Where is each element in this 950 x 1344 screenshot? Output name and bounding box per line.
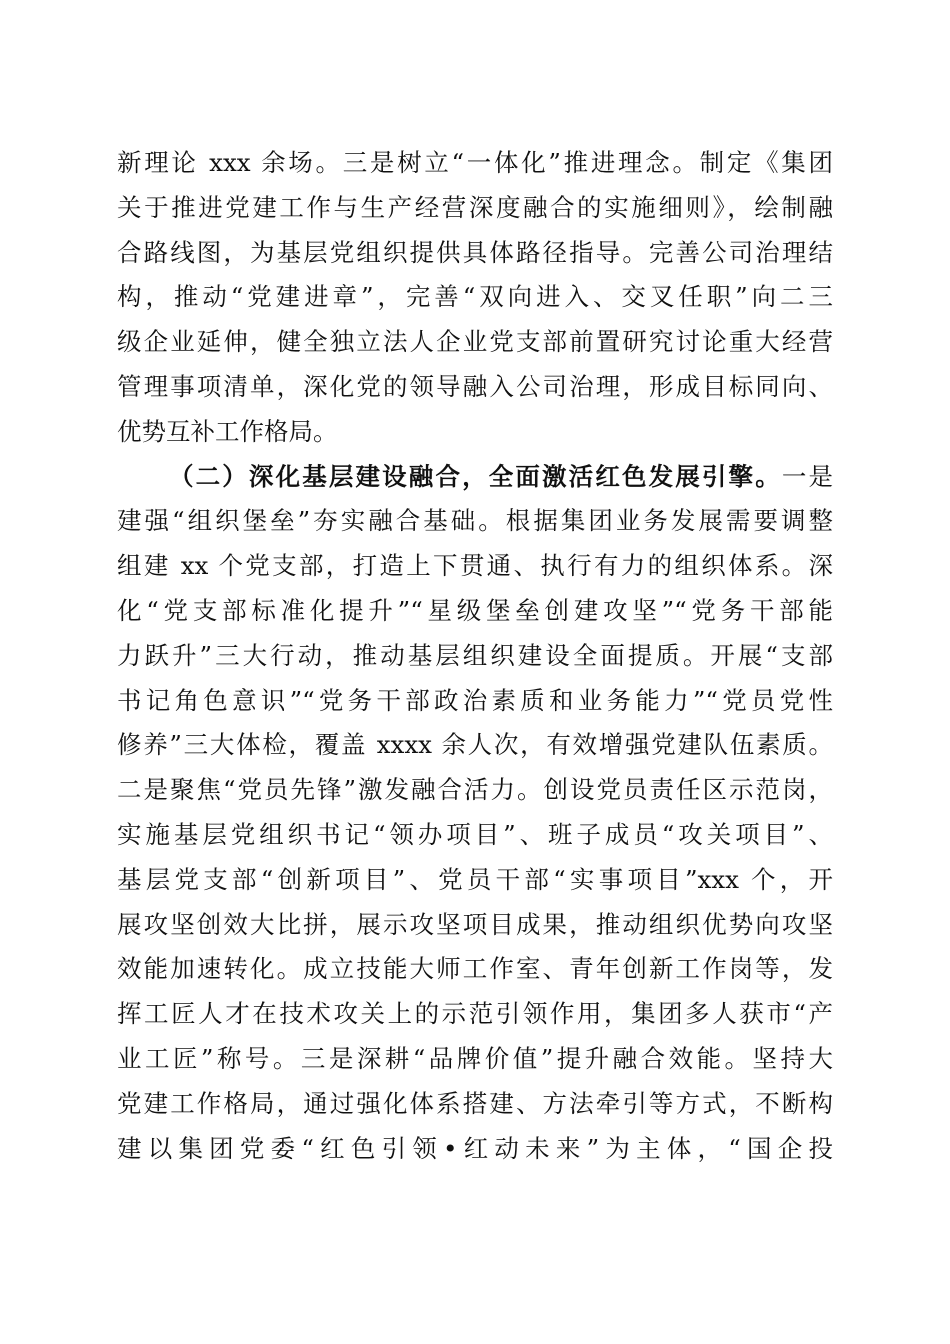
heading-continuation: 一是 xyxy=(781,461,833,491)
text-line: 化“党支部标准化提升”“星级堡垒创建攻坚”“党务干部能 xyxy=(117,595,833,625)
text-line: 建强“组织堡垒”夯实融合基础。根据集团业务发展需要调整 xyxy=(117,506,833,536)
text-line: 展攻坚创效大比拼，展示攻坚项目成果，推动组织优势向攻坚 xyxy=(117,909,833,939)
text-line: 组建 xx 个党支部，打造上下贯通、执行有力的组织体系。深 xyxy=(117,551,833,581)
body-text xyxy=(117,141,833,1171)
paragraph-first-line xyxy=(117,455,833,500)
text-line: 新理论 xxx 余场。三是树立“一体化”推进理念。制定《集团 xyxy=(117,148,833,177)
text-line: 构，推动“党建进章”，完善“双向进入、交叉任职”向二三 xyxy=(117,282,833,312)
text-line: 修养”三大体检，覆盖 xxxx 余人次，有效增强党建队伍素质。 xyxy=(117,730,833,760)
text-line: 关于推进党建工作与生产经营深度融合的实施细则》，绘制融 xyxy=(117,192,833,222)
text-line: 书记角色意识”“党务干部政治素质和业务能力”“党员党性 xyxy=(117,685,833,715)
text-line: 建以集团党委“红色引领•红动未来”为主体，“国企投 xyxy=(117,1133,833,1163)
paragraph-1 xyxy=(117,141,833,455)
text-line: 二是聚焦“党员先锋”激发融合活力。创设党员责任区示范岗， xyxy=(117,775,833,805)
text-line: 级企业延伸，健全独立法人企业党支部前置研究讨论重大经营 xyxy=(117,327,833,357)
text-line: 业工匠”称号。三是深耕“品牌价值”提升融合效能。坚持大 xyxy=(117,1043,833,1073)
text-line: 合路线图，为基层党组织提供具体路径指导。完善公司治理结 xyxy=(117,237,833,267)
text-line: 力跃升”三大行动，推动基层组织建设全面提质。开展“支部 xyxy=(117,640,833,670)
text-line: 基层党支部“创新项目”、党员干部“实事项目”xxx 个，开 xyxy=(117,864,833,894)
paragraph-2 xyxy=(117,455,833,1172)
text-line: 挥工匠人才在技术攻关上的示范引领作用，集团多人获市“产 xyxy=(117,999,833,1029)
section-heading: （二）深化基层建设融合，全面激活红色发展引擎。 xyxy=(169,461,782,491)
text-line: 优势互补工作格局。 xyxy=(117,416,338,446)
text-line: 管理事项清单，深化党的领导融入公司治理，形成目标同向、 xyxy=(117,371,833,401)
text-line: 党建工作格局，通过强化体系搭建、方法牵引等方式，不断构 xyxy=(117,1088,833,1118)
text-line: 效能加速转化。成立技能大师工作室、青年创新工作岗等，发 xyxy=(117,954,833,984)
text-line: 实施基层党组织书记“领办项目”、班子成员“攻关项目”、 xyxy=(117,819,833,849)
